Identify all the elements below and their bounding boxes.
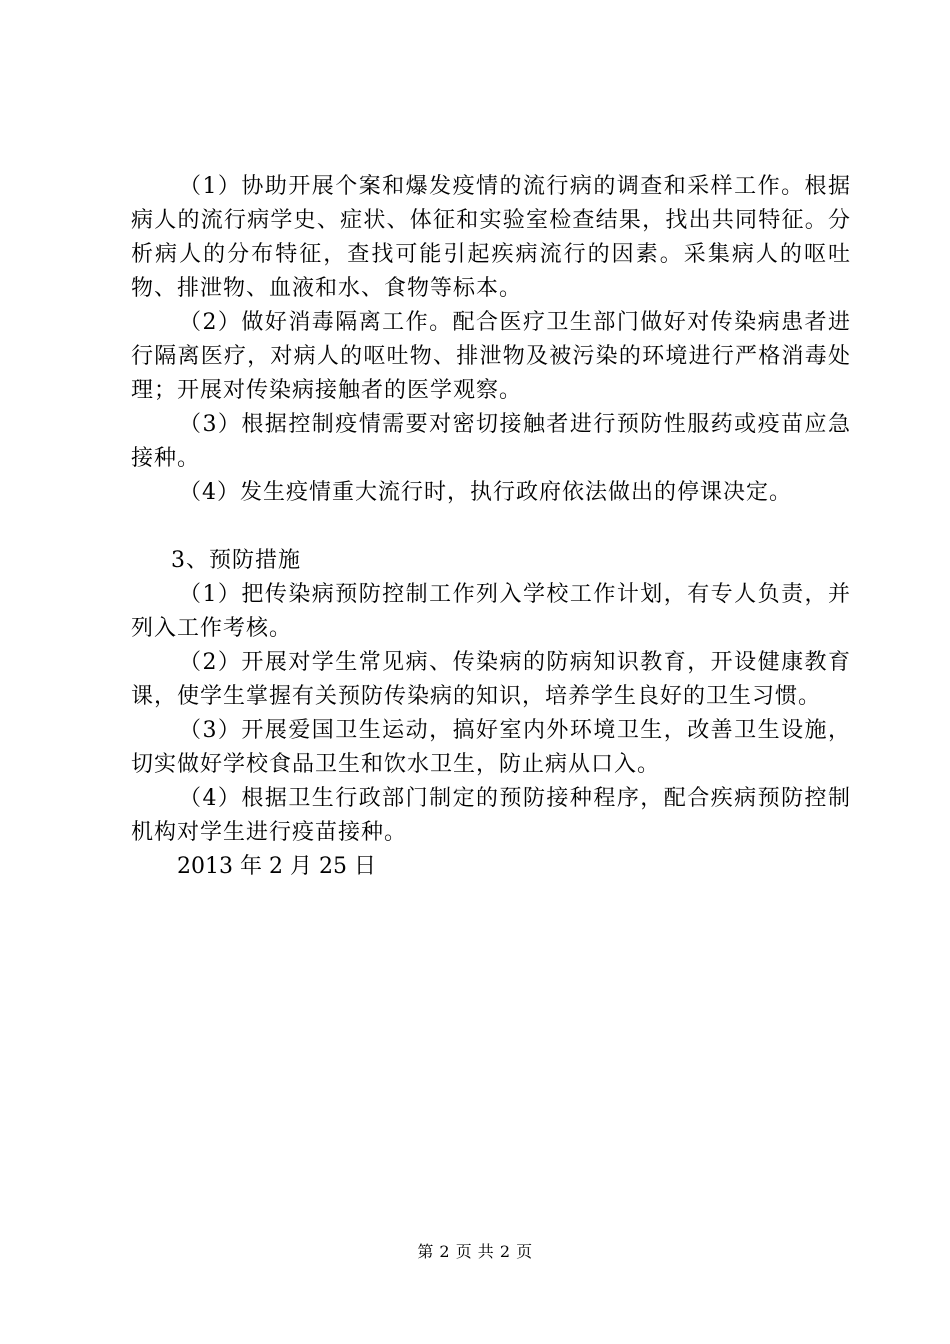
response-item-1: （1）协助开展个案和爆发疫情的流行病的调查和采样工作。根据病人的流行病学史、症状、体征和实验室检查结果，找出共同特征。分析病人的分布特征，查找可能引起疾病流行的因素。采集病人的呕吐物、排泄物、血液和水、食物等标本。	[131, 174, 851, 301]
response-item-2: （2）做好消毒隔离工作。配合医疗卫生部门做好对传染病患者进行隔离医疗，对病人的呕吐物、排泄物及被污染的环境进行严格消毒处理；开展对传染病接触者的医学观察。	[131, 310, 851, 403]
page-footer: 第 2 页 共 2 页	[417, 1242, 533, 1261]
prevention-item-1: （1）把传染病预防控制工作列入学校工作计划，有专人负责，并列入工作考核。	[131, 582, 851, 641]
response-item-4: （4）发生疫情重大流行时，执行政府依法做出的停课决定。	[179, 480, 792, 505]
section-spacer	[131, 510, 851, 544]
document-body	[131, 170, 851, 884]
document-date: 2013 年 2 月 25 日	[177, 854, 376, 879]
response-item-3: （3）根据控制疫情需要对密切接触者进行预防性服药或疫苗应急接种。	[131, 412, 851, 471]
prevention-item-3: （3）开展爱国卫生运动，搞好室内外环境卫生，改善卫生设施，切实做好学校食品卫生和饮水卫生，防止病从口入。	[131, 718, 851, 777]
prevention-item-2: （2）开展对学生常见病、传染病的防病知识教育，开设健康教育课，使学生掌握有关预防传染病的知识，培养学生良好的卫生习惯。	[131, 650, 851, 709]
prevention-item-4: （4）根据卫生行政部门制定的预防接种程序，配合疾病预防控制机构对学生进行疫苗接种。	[131, 786, 851, 845]
section-heading-prevention: 3、预防措施	[171, 548, 301, 573]
